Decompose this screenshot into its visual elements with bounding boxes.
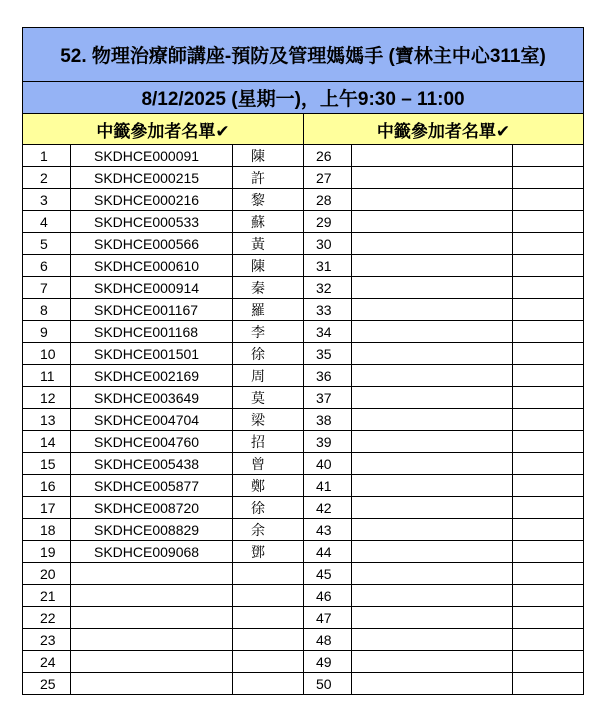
participant-surname [513, 299, 584, 321]
participant-code: SKDHCE000533 [71, 211, 233, 233]
participant-surname [513, 365, 584, 387]
participant-code [352, 189, 513, 211]
participant-surname [513, 277, 584, 299]
participant-code [352, 277, 513, 299]
row-number: 31 [304, 255, 352, 277]
participant-code [352, 255, 513, 277]
title-row [23, 28, 584, 82]
participant-surname [513, 233, 584, 255]
row-number: 14 [23, 431, 71, 453]
row-number: 7 [23, 277, 71, 299]
table-row [23, 497, 584, 519]
row-number: 33 [304, 299, 352, 321]
participant-code [71, 585, 233, 607]
list-header-right: 中籤參加者名單✔ [304, 114, 584, 145]
participant-surname [513, 541, 584, 563]
row-number: 32 [304, 277, 352, 299]
participant-surname [513, 431, 584, 453]
table-row [23, 145, 584, 167]
row-number: 8 [23, 299, 71, 321]
participant-code: SKDHCE000216 [71, 189, 233, 211]
participant-table [22, 27, 584, 695]
table-row [23, 453, 584, 475]
table-row [23, 387, 584, 409]
table-row [23, 321, 584, 343]
row-number: 3 [23, 189, 71, 211]
participant-surname: 羅 [233, 299, 304, 321]
participant-code [352, 167, 513, 189]
table-row [23, 299, 584, 321]
participant-surname [513, 211, 584, 233]
participant-code [352, 233, 513, 255]
row-number: 17 [23, 497, 71, 519]
participant-surname: 徐 [233, 497, 304, 519]
row-number: 25 [23, 673, 71, 695]
participant-code: SKDHCE001168 [71, 321, 233, 343]
participant-surname [233, 563, 304, 585]
table-row [23, 519, 584, 541]
participant-surname: 梁 [233, 409, 304, 431]
row-number: 48 [304, 629, 352, 651]
participant-code: SKDHCE000566 [71, 233, 233, 255]
row-number: 29 [304, 211, 352, 233]
participant-code [352, 409, 513, 431]
participant-code [352, 211, 513, 233]
row-number: 45 [304, 563, 352, 585]
table-row [23, 343, 584, 365]
participant-surname: 招 [233, 431, 304, 453]
row-number: 38 [304, 409, 352, 431]
table-row [23, 431, 584, 453]
row-number: 5 [23, 233, 71, 255]
row-number: 21 [23, 585, 71, 607]
table-row [23, 585, 584, 607]
participant-code [352, 475, 513, 497]
row-number: 19 [23, 541, 71, 563]
participant-surname: 余 [233, 519, 304, 541]
participant-surname: 李 [233, 321, 304, 343]
row-number: 41 [304, 475, 352, 497]
participant-code: SKDHCE005438 [71, 453, 233, 475]
participant-code [352, 453, 513, 475]
participant-surname [233, 607, 304, 629]
participant-code [71, 607, 233, 629]
table-row [23, 607, 584, 629]
participant-surname [513, 453, 584, 475]
participant-code: SKDHCE008829 [71, 519, 233, 541]
row-number: 40 [304, 453, 352, 475]
participant-code [352, 431, 513, 453]
participant-code: SKDHCE000610 [71, 255, 233, 277]
participant-surname [233, 585, 304, 607]
participant-code [352, 321, 513, 343]
participant-surname [513, 343, 584, 365]
participant-code [352, 563, 513, 585]
participant-surname [513, 409, 584, 431]
participant-surname: 鄧 [233, 541, 304, 563]
row-number: 39 [304, 431, 352, 453]
table-row [23, 277, 584, 299]
participant-code [71, 563, 233, 585]
table-row [23, 233, 584, 255]
participant-code [352, 673, 513, 695]
participant-surname [513, 629, 584, 651]
participant-surname: 徐 [233, 343, 304, 365]
participant-code [352, 629, 513, 651]
participant-code: SKDHCE000091 [71, 145, 233, 167]
row-number: 15 [23, 453, 71, 475]
participant-code: SKDHCE004760 [71, 431, 233, 453]
participant-surname [513, 255, 584, 277]
row-number: 43 [304, 519, 352, 541]
participant-surname [513, 387, 584, 409]
participant-code: SKDHCE004704 [71, 409, 233, 431]
participant-code [352, 145, 513, 167]
session-date: 8/12/2025 (星期一)，上午9:30 – 11:00 [23, 82, 584, 114]
participant-code [352, 585, 513, 607]
participant-surname [513, 585, 584, 607]
row-number: 42 [304, 497, 352, 519]
table-row [23, 255, 584, 277]
participant-surname: 陳 [233, 145, 304, 167]
participant-surname [233, 673, 304, 695]
row-number: 27 [304, 167, 352, 189]
participant-code: SKDHCE005877 [71, 475, 233, 497]
participant-code: SKDHCE002169 [71, 365, 233, 387]
row-number: 10 [23, 343, 71, 365]
participant-surname: 陳 [233, 255, 304, 277]
row-number: 11 [23, 365, 71, 387]
table-row [23, 167, 584, 189]
row-number: 36 [304, 365, 352, 387]
row-number: 16 [23, 475, 71, 497]
participant-code [352, 497, 513, 519]
table-row [23, 563, 584, 585]
table-row [23, 629, 584, 651]
participant-code: SKDHCE009068 [71, 541, 233, 563]
participant-surname [513, 563, 584, 585]
participant-code: SKDHCE008720 [71, 497, 233, 519]
participant-surname: 莫 [233, 387, 304, 409]
participant-code [352, 299, 513, 321]
row-number: 24 [23, 651, 71, 673]
participant-surname: 秦 [233, 277, 304, 299]
participant-surname [513, 673, 584, 695]
participant-surname [513, 475, 584, 497]
participant-surname: 蘇 [233, 211, 304, 233]
participant-code: SKDHCE000215 [71, 167, 233, 189]
participant-surname: 鄭 [233, 475, 304, 497]
participant-code: SKDHCE001167 [71, 299, 233, 321]
row-number: 22 [23, 607, 71, 629]
row-number: 20 [23, 563, 71, 585]
table-row [23, 673, 584, 695]
participant-surname [513, 321, 584, 343]
table-row [23, 365, 584, 387]
table-row [23, 211, 584, 233]
participant-code: SKDHCE001501 [71, 343, 233, 365]
table-row [23, 651, 584, 673]
table-row [23, 189, 584, 211]
participant-surname [513, 607, 584, 629]
participant-surname: 周 [233, 365, 304, 387]
participant-code: SKDHCE000914 [71, 277, 233, 299]
participant-surname [513, 167, 584, 189]
participant-surname [233, 651, 304, 673]
row-number: 13 [23, 409, 71, 431]
row-number: 6 [23, 255, 71, 277]
row-number: 35 [304, 343, 352, 365]
participant-code [71, 673, 233, 695]
row-number: 34 [304, 321, 352, 343]
row-number: 49 [304, 651, 352, 673]
participant-surname: 曾 [233, 453, 304, 475]
participant-code [352, 365, 513, 387]
participant-surname: 許 [233, 167, 304, 189]
participant-code [352, 607, 513, 629]
row-number: 1 [23, 145, 71, 167]
row-number: 37 [304, 387, 352, 409]
table-row [23, 541, 584, 563]
participant-code [352, 651, 513, 673]
row-number: 18 [23, 519, 71, 541]
row-number: 23 [23, 629, 71, 651]
participant-code [352, 541, 513, 563]
row-number: 9 [23, 321, 71, 343]
row-number: 26 [304, 145, 352, 167]
row-number: 28 [304, 189, 352, 211]
participant-code [352, 519, 513, 541]
row-number: 2 [23, 167, 71, 189]
participant-surname [513, 497, 584, 519]
list-header-left: 中籤參加者名單✔ [23, 114, 304, 145]
participant-surname [513, 651, 584, 673]
participant-surname: 黎 [233, 189, 304, 211]
page-title: 52. 物理治療師講座-預防及管理媽媽手 (寶林主中心311室) [23, 28, 584, 82]
row-number: 46 [304, 585, 352, 607]
row-number: 12 [23, 387, 71, 409]
participant-code [71, 629, 233, 651]
participant-sheet [22, 27, 583, 695]
participant-surname: 黃 [233, 233, 304, 255]
row-number: 44 [304, 541, 352, 563]
list-header-row [23, 114, 584, 145]
date-row [23, 82, 584, 114]
participant-surname [513, 519, 584, 541]
participant-code [352, 387, 513, 409]
table-row [23, 475, 584, 497]
participant-code [352, 343, 513, 365]
row-number: 30 [304, 233, 352, 255]
participant-code [71, 651, 233, 673]
participant-surname [513, 145, 584, 167]
row-number: 4 [23, 211, 71, 233]
participant-surname [513, 189, 584, 211]
row-number: 47 [304, 607, 352, 629]
participant-surname [233, 629, 304, 651]
row-number: 50 [304, 673, 352, 695]
table-row [23, 409, 584, 431]
participant-code: SKDHCE003649 [71, 387, 233, 409]
